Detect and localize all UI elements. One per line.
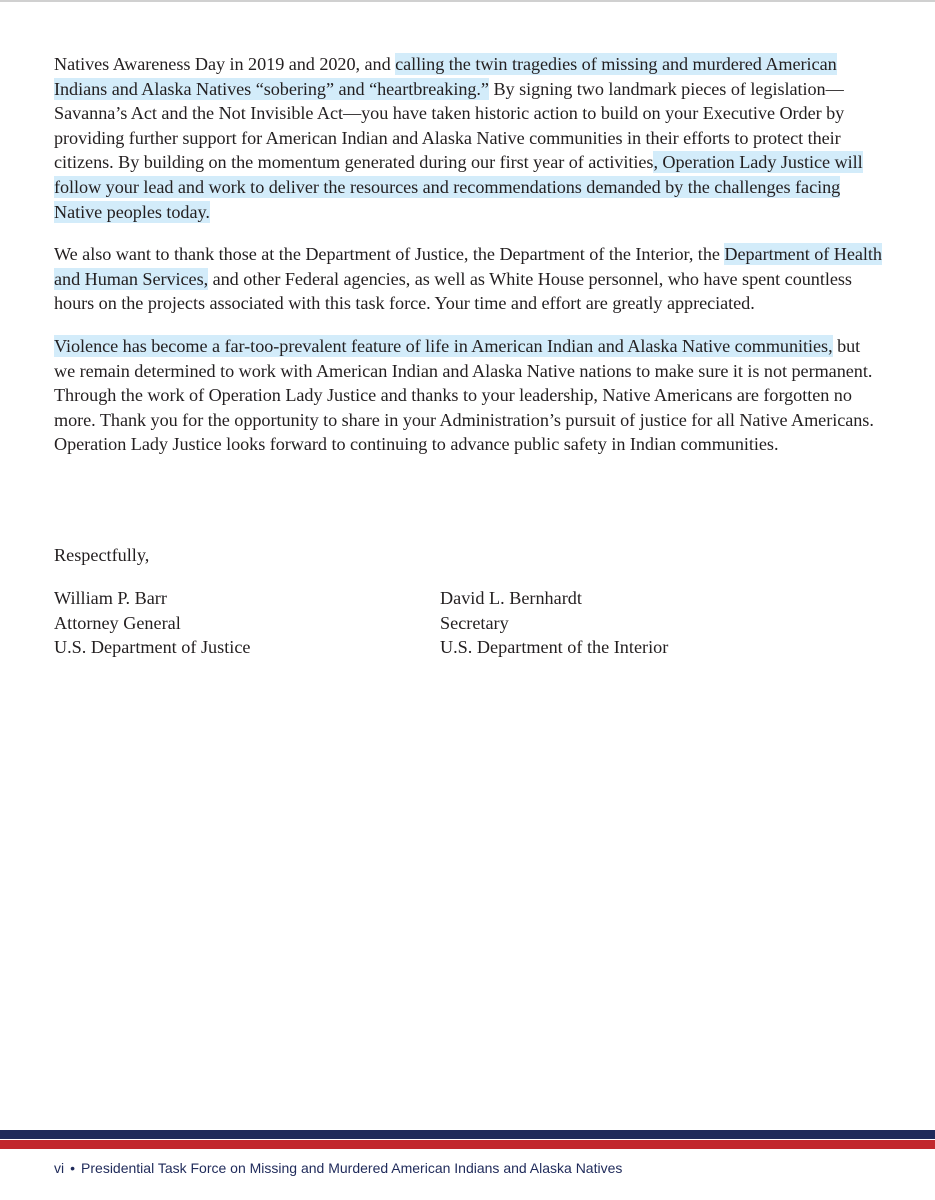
signer-org-right: U.S. Department of the Interior bbox=[440, 637, 669, 658]
letter-body bbox=[54, 52, 884, 475]
footer-title: Presidential Task Force on Missing and Murdered American Indians and Alaska Natives bbox=[81, 1160, 623, 1176]
page-footer bbox=[54, 1160, 622, 1176]
highlight-operation-lady-justice[interactable]: , Operation Lady Justice will follow your lead and work to deliver the resources and recommendations demanded by the challenges facing Native peoples today. bbox=[54, 152, 863, 222]
para1-text-start: Natives Awareness Day in 2019 and 2020, and bbox=[54, 54, 396, 74]
signer-name-left: William P. Barr bbox=[54, 588, 167, 608]
signer-name-right: David L. Bernhardt bbox=[440, 588, 582, 608]
signer-title-right: Secretary bbox=[440, 612, 509, 633]
highlight-hhs[interactable]: Department of Health and Human Services, bbox=[54, 244, 882, 289]
footer-stripe-navy bbox=[0, 1130, 935, 1139]
page-number: vi bbox=[54, 1160, 65, 1176]
paragraph-3 bbox=[54, 334, 884, 457]
footer-separator: • bbox=[70, 1160, 76, 1176]
signer-title-left: Attorney General bbox=[54, 612, 181, 633]
footer-stripe-red bbox=[0, 1140, 935, 1149]
para3-text-end: but we remain determined to work with American Indian and Alaska Native nations to make sure it is not permanent. Through the work of Operation Lady Justice and thanks to your leadership, Native Americans are forgotten no more. Thank you for the opportunity to share in your Administration’s pursuit of justice for all Native Americans. Operation Lady Justice looks forward to continuing to advance public safety in Indian communities. bbox=[54, 335, 874, 455]
highlight-sobering[interactable]: calling the twin tragedies of missing and murdered American Indians and Alaska Natives “sobering” and “heartbreaking.” bbox=[54, 54, 837, 99]
para1-text-middle: By signing two landmark pieces of legislation—Savanna’s Act and the Not Invisible Act—you have taken historic action to build on your Executive Order by providing further support for American Indian and Alaska Native communities in their efforts to protect their citizens. By building on the momentum generated during our first year of activities bbox=[54, 78, 845, 173]
para2-text-start: We also want to thank those at the Department of Justice, the Department of the Interior, the bbox=[54, 244, 725, 265]
top-border bbox=[0, 0, 935, 2]
paragraph-1 bbox=[54, 52, 884, 224]
closing-salutation: Respectfully, bbox=[54, 545, 150, 565]
signature-block-right bbox=[440, 586, 668, 660]
para2-text-end: and other Federal agencies, as well as White House personnel, who have spent countless hours on the projects associated with this task force. Your time and effort are greatly appreciated. bbox=[54, 268, 852, 314]
highlight-violence[interactable]: Violence has become a far-too-prevalent feature of life in American Indian and Alaska Native communities, bbox=[54, 335, 833, 356]
signature-block-left bbox=[54, 586, 250, 660]
paragraph-2 bbox=[54, 242, 884, 316]
signer-org-left: U.S. Department of Justice bbox=[54, 637, 251, 658]
